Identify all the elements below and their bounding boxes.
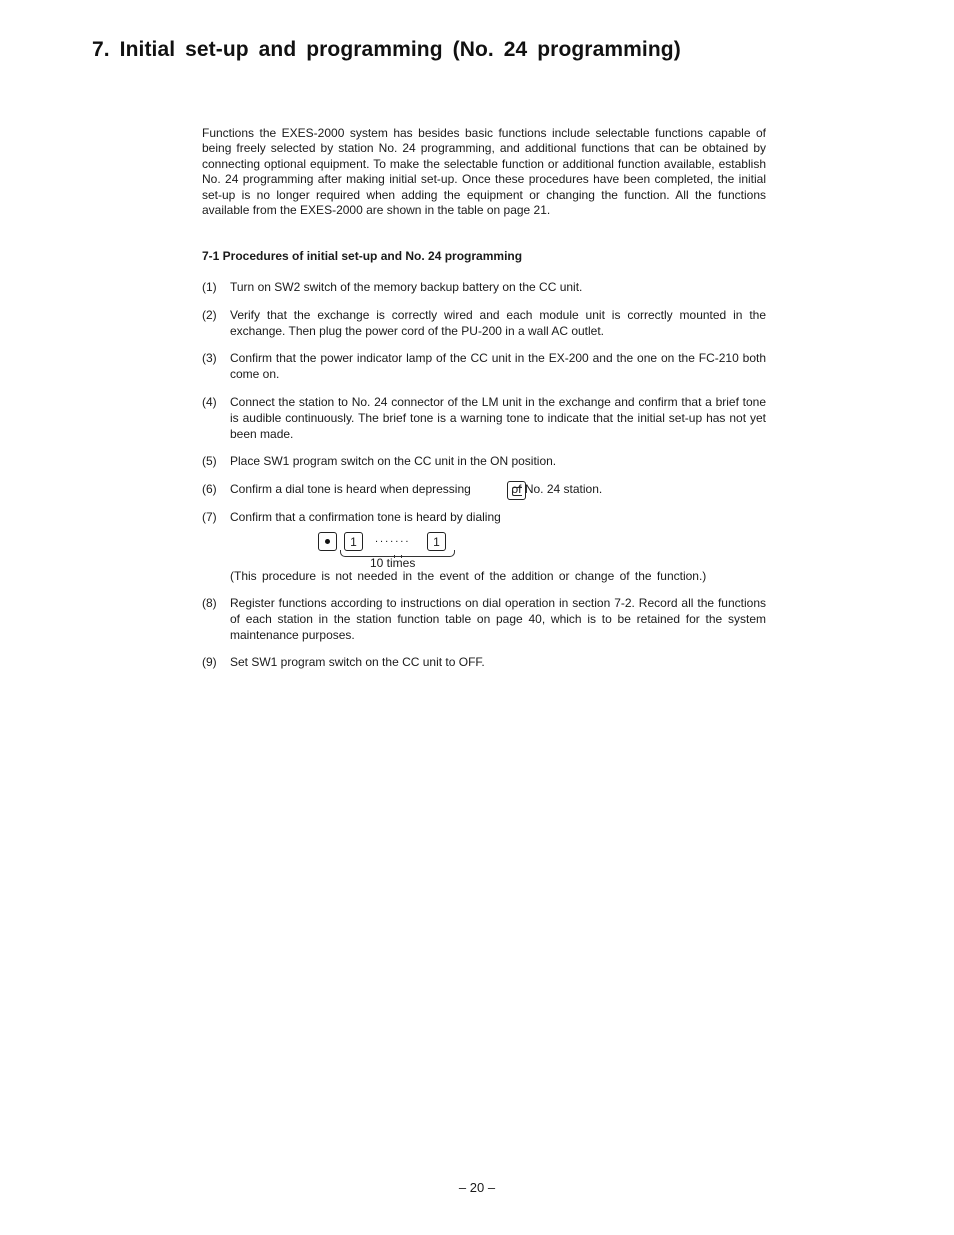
step-4 — [202, 395, 766, 442]
step-text-after: of No. 24 station. — [511, 482, 603, 496]
step-number: (9) — [202, 655, 217, 669]
digit-key-icon: 1 — [427, 532, 446, 551]
step-number: (2) — [202, 308, 217, 322]
step-5 — [202, 454, 766, 470]
bullet-key-icon — [318, 532, 337, 551]
step-7 — [202, 510, 766, 526]
step-8 — [202, 596, 766, 643]
clear-key-icon — [507, 481, 526, 500]
step-number: (4) — [202, 395, 217, 409]
step-9 — [202, 655, 766, 671]
step-number: (7) — [202, 510, 217, 524]
page-number: – 20 – — [458, 1180, 496, 1195]
repeat-label: 10 times — [370, 556, 416, 570]
step-number: (1) — [202, 280, 217, 294]
step-1 — [202, 280, 766, 296]
step-number: (6) — [202, 482, 217, 496]
step-text — [230, 482, 766, 498]
procedure-note: (This procedure is not needed in the event of the addition or change of the function.) — [230, 569, 707, 583]
step-3 — [202, 351, 766, 383]
ellipsis: ....... — [375, 533, 411, 545]
digit-key-icon: 1 — [344, 532, 363, 551]
section-heading: 7-1 Procedures of initial set-up and No. 24 programming — [202, 249, 523, 263]
step-2 — [202, 308, 766, 340]
step-text: Connect the station to No. 24 connector of the LM unit in the exchange and confirm that a brief tone is audible continuously. The brief tone is a warning tone to indicate that the initial set-up has not yet been made. — [230, 395, 766, 441]
step-6 — [202, 482, 766, 498]
step-number: (3) — [202, 351, 217, 365]
step-number: (8) — [202, 596, 217, 610]
intro-paragraph: Functions the EXES-2000 system has besides basic functions include selectable functions capable of being freely selected by station No. 24 programming, and additional functions that can be obtained by connecting optional equipment. To make the selectable function or additional function available, establish No. 24 programming after making initial set-up. Once these procedures have been completed, the initial set-up is no longer required when adding the equipment or changing the function. All the functions available from the EXES-2000 are shown in the table on page 21. — [202, 126, 766, 218]
step-text: Turn on SW2 switch of the memory backup battery on the CC unit. — [230, 280, 583, 294]
step-text: Confirm that a confirmation tone is heard by dialing — [230, 510, 501, 524]
step-text: Set SW1 program switch on the CC unit to OFF. — [230, 655, 485, 669]
step-text: Confirm that the power indicator lamp of the CC unit in the EX-200 and the one on the FC-210 both come on. — [230, 351, 766, 381]
step-number: (5) — [202, 454, 217, 468]
page-title: 7. Initial set-up and programming (No. 24 programming) — [92, 38, 681, 61]
step-text: Verify that the exchange is correctly wired and each module unit is correctly mounted in the exchange. Then plug the power cord of the PU-200 in a wall AC outlet. — [230, 308, 766, 338]
step-text: Place SW1 program switch on the CC unit in the ON position. — [230, 454, 557, 468]
step-text: Register functions according to instructions on dial operation in section 7-2. Record all the functions of each station in the station function table on page 40, which is to be retained for the system maintenance purposes. — [230, 596, 766, 642]
step-text-before: Confirm a dial tone is heard when depressing — [230, 482, 471, 496]
